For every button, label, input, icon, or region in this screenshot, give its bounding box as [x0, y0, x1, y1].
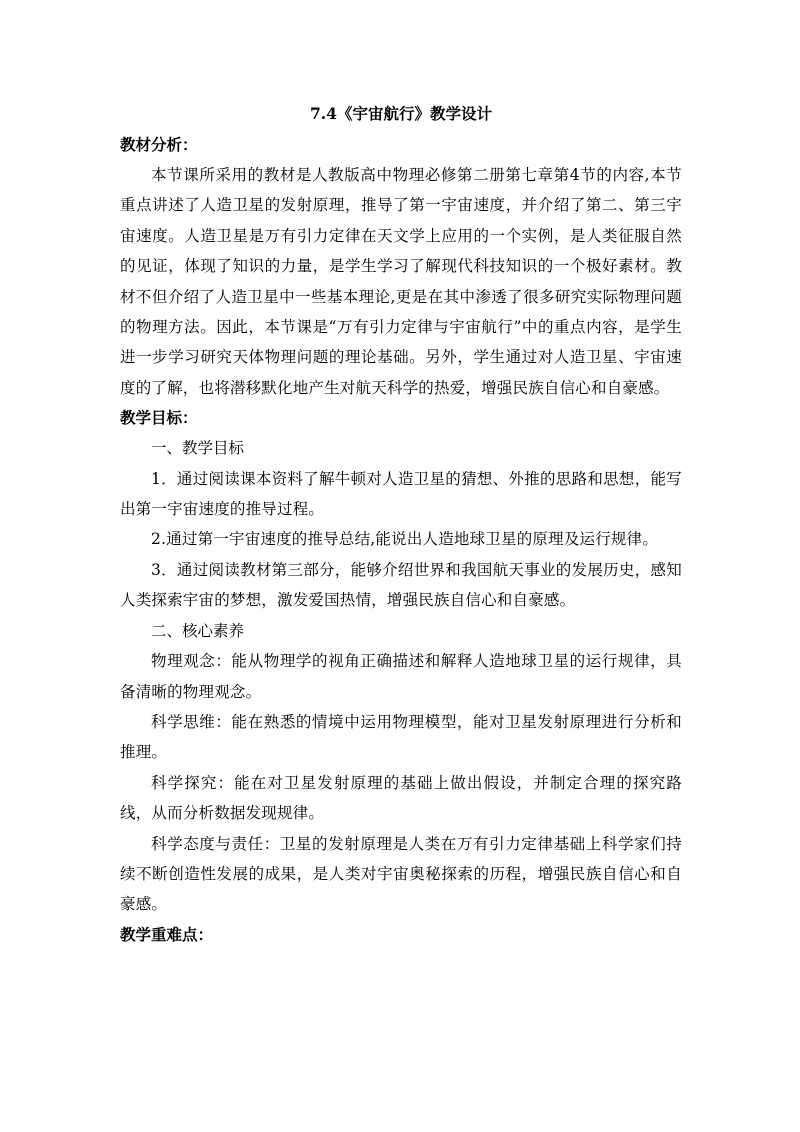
goal-item-3: 3．通过阅读教材第三部分，能够介绍世界和我国航天事业的发展历史，感知人类探索宇宙的梦想，激发爱国热情，增强民族自信心和自豪感。: [120, 560, 682, 610]
goal-item-1: 1．通过阅读课本资料了解牛顿对人造卫星的猜想、外推的思路和思想，能写出第一宇宙速度的推导过程。: [120, 469, 682, 519]
literacy-attitude-responsibility: 科学态度与责任：卫星的发射原理是人类在万有引力定律基础上科学家们持续不断创造性发展的成果，是人类对宇宙奥秘探索的历程，增强民族自信心和自豪感。: [120, 834, 682, 914]
document-title: 7.4《宇宙航行》教学设计: [310, 104, 492, 123]
section-heading-key-difficulties: 教学重难点：: [120, 924, 214, 944]
textbook-analysis-paragraph: 本节课所采用的教材是人教版高中物理必修第二册第七章第4节的内容,本节重点讲述了人造卫星的发射原理，推导了第一宇宙速度，并介绍了第二、第三宇宙速度。人造卫星是万有引力定律在天文学上应用的一个实例，是人类征服自然的见证，体现了知识的力量，是学生学习了解现代科技知识的一个极好素材。教材不但介绍了人造卫星中一些基本理论,更是在其中渗透了很多研究实际物理问题的物理方法。因此，本节课是“万有引力定律与宇宙航行”中的重点内容，是学生进一步学习研究天体物理问题的理论基础。另外，学生通过对人造卫星、宇宙速度的了解，也将潜移默化地产生对航天科学的热爱，增强民族自信心和自豪感。: [120, 166, 682, 397]
literacy-physics-concept: 物理观念：能从物理学的视角正确描述和解释人造地球卫星的运行规律，具备清晰的物理观念。: [120, 652, 682, 701]
subheading-core-literacy: 二、核心素养: [151, 621, 245, 640]
section-heading-textbook-analysis: 教材分析：: [120, 135, 198, 154]
literacy-scientific-thinking: 科学思维：能在熟悉的情境中运用物理模型，能对卫星发射原理进行分析和推理。: [120, 712, 682, 762]
literacy-scientific-inquiry: 科学探究：能在对卫星发射原理的基础上做出假设，并制定合理的探究路线，从而分析数据发现规律。: [120, 773, 682, 823]
goal-item-2: 2.通过第一宇宙速度的推导总结,能说出人造地球卫星的原理及运行规律。: [151, 530, 659, 549]
subheading-teaching-goals: 一、教学目标: [151, 439, 245, 458]
document-page: [120, 100, 682, 950]
section-heading-teaching-goals: 教学目标：: [120, 408, 198, 428]
